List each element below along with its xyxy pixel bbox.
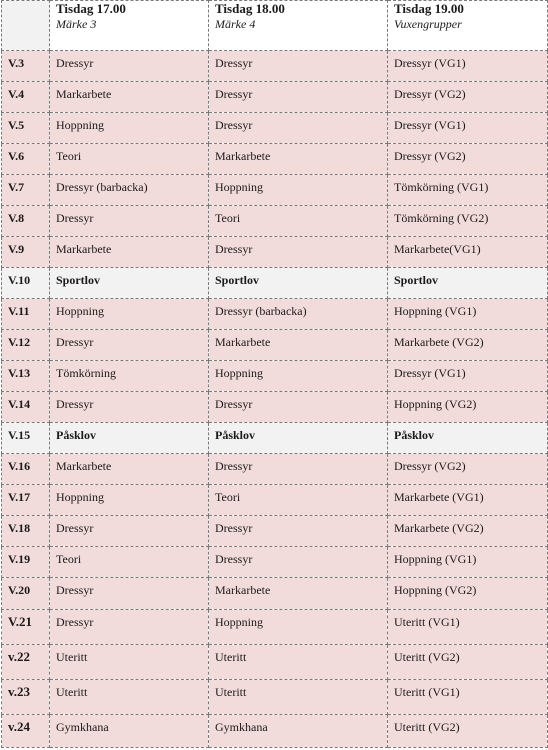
- cell-tisdag-1700: Teori: [50, 547, 209, 578]
- header-day: Tisdag 17.00: [56, 1, 126, 16]
- cell-tisdag-1700: Hoppning: [50, 299, 209, 330]
- cell-tisdag-1900: Dressyr (VG1): [388, 113, 548, 144]
- cell-tisdag-1800: Gymkhana: [209, 715, 388, 748]
- cell-tisdag-1800: Dressyr: [209, 547, 388, 578]
- cell-tisdag-1900: Uteritt (VG2): [388, 645, 548, 680]
- cell-tisdag-1700: Påsklov: [50, 423, 209, 454]
- cell-tisdag-1700: Dressyr: [50, 578, 209, 610]
- cell-tisdag-1900: Dressyr (VG2): [388, 82, 548, 113]
- cell-tisdag-1800: Dressyr: [209, 454, 388, 485]
- cell-tisdag-1700: Uteritt: [50, 680, 209, 715]
- cell-tisdag-1700: Dressyr: [50, 392, 209, 423]
- cell-tisdag-1800: Dressyr: [209, 392, 388, 423]
- week-label: V.15: [2, 423, 50, 454]
- table-row: [2, 82, 548, 113]
- week-label: V.10: [2, 268, 50, 299]
- cell-tisdag-1700: Markarbete: [50, 82, 209, 113]
- cell-tisdag-1800: Påsklov: [209, 423, 388, 454]
- header-corner-cell: [2, 1, 50, 51]
- table-row: [2, 645, 548, 680]
- week-label: V.7: [2, 175, 50, 206]
- cell-tisdag-1800: Markarbete: [209, 144, 388, 175]
- table-row: [2, 113, 548, 144]
- week-label: V.11: [2, 299, 50, 330]
- table-row: [2, 578, 548, 610]
- holiday-row: [2, 423, 548, 454]
- cell-tisdag-1700: Dressyr (barbacka): [50, 175, 209, 206]
- table-row: [2, 237, 548, 268]
- week-label: V.6: [2, 144, 50, 175]
- cell-tisdag-1800: Markarbete: [209, 330, 388, 361]
- header-day: Tisdag 19.00: [394, 1, 464, 16]
- cell-tisdag-1700: Dressyr: [50, 610, 209, 645]
- cell-tisdag-1800: Hoppning: [209, 361, 388, 392]
- cell-tisdag-1800: Dressyr: [209, 237, 388, 268]
- header-cell-3: [388, 1, 548, 51]
- week-label: V.4: [2, 82, 50, 113]
- cell-tisdag-1700: Markarbete: [50, 237, 209, 268]
- week-label: V.21: [2, 610, 50, 645]
- table-row: [2, 547, 548, 578]
- week-label: V.3: [2, 51, 50, 82]
- cell-tisdag-1900: Dressyr (VG2): [388, 144, 548, 175]
- week-label: V.12: [2, 330, 50, 361]
- week-label: V.5: [2, 113, 50, 144]
- schedule-body: [2, 51, 548, 748]
- cell-tisdag-1800: Teori: [209, 485, 388, 516]
- cell-tisdag-1900: Dressyr (VG1): [388, 361, 548, 392]
- table-row: [2, 485, 548, 516]
- cell-tisdag-1700: Tömkörning: [50, 361, 209, 392]
- cell-tisdag-1700: Dressyr: [50, 51, 209, 82]
- cell-tisdag-1700: Dressyr: [50, 516, 209, 547]
- header-row: [2, 1, 548, 51]
- cell-tisdag-1700: Dressyr: [50, 330, 209, 361]
- table-row: [2, 610, 548, 645]
- cell-tisdag-1800: Dressyr: [209, 113, 388, 144]
- cell-tisdag-1800: Teori: [209, 206, 388, 237]
- cell-tisdag-1900: Uteritt (VG2): [388, 715, 548, 748]
- cell-tisdag-1700: Dressyr: [50, 206, 209, 237]
- header-cell-2: [209, 1, 388, 51]
- cell-tisdag-1900: Hoppning (VG1): [388, 547, 548, 578]
- week-label: v.24: [2, 715, 50, 748]
- week-label: V.19: [2, 547, 50, 578]
- cell-tisdag-1900: Tömkörning (VG1): [388, 175, 548, 206]
- table-row: [2, 175, 548, 206]
- cell-tisdag-1800: Uteritt: [209, 680, 388, 715]
- cell-tisdag-1800: Hoppning: [209, 610, 388, 645]
- week-label: V.16: [2, 454, 50, 485]
- table-row: [2, 361, 548, 392]
- header-day: Tisdag 18.00: [215, 1, 285, 16]
- header-group: Märke 3: [56, 17, 97, 31]
- header-group: Märke 4: [215, 17, 256, 31]
- cell-tisdag-1800: Dressyr: [209, 51, 388, 82]
- cell-tisdag-1900: Dressyr (VG2): [388, 454, 548, 485]
- week-label: V.8: [2, 206, 50, 237]
- week-label: v.22: [2, 645, 50, 680]
- cell-tisdag-1700: Uteritt: [50, 645, 209, 680]
- cell-tisdag-1800: Hoppning: [209, 175, 388, 206]
- table-row: [2, 330, 548, 361]
- cell-tisdag-1800: Sportlov: [209, 268, 388, 299]
- week-label: V.18: [2, 516, 50, 547]
- table-row: [2, 144, 548, 175]
- cell-tisdag-1700: Markarbete: [50, 454, 209, 485]
- cell-tisdag-1900: Markarbete (VG2): [388, 330, 548, 361]
- schedule-table: [1, 0, 548, 748]
- week-label: V.17: [2, 485, 50, 516]
- table-row: [2, 51, 548, 82]
- cell-tisdag-1800: Markarbete: [209, 578, 388, 610]
- holiday-row: [2, 268, 548, 299]
- table-row: [2, 206, 548, 237]
- cell-tisdag-1900: Sportlov: [388, 268, 548, 299]
- week-label: V.13: [2, 361, 50, 392]
- cell-tisdag-1800: Dressyr: [209, 82, 388, 113]
- cell-tisdag-1800: Dressyr (barbacka): [209, 299, 388, 330]
- cell-tisdag-1900: Markarbete (VG2): [388, 516, 548, 547]
- table-row: [2, 454, 548, 485]
- cell-tisdag-1700: Hoppning: [50, 485, 209, 516]
- cell-tisdag-1900: Tömkörning (VG2): [388, 206, 548, 237]
- cell-tisdag-1900: Hoppning (VG2): [388, 578, 548, 610]
- cell-tisdag-1900: Påsklov: [388, 423, 548, 454]
- cell-tisdag-1800: Uteritt: [209, 645, 388, 680]
- table-row: [2, 299, 548, 330]
- week-label: V.9: [2, 237, 50, 268]
- cell-tisdag-1800: Dressyr: [209, 516, 388, 547]
- cell-tisdag-1900: Hoppning (VG1): [388, 299, 548, 330]
- cell-tisdag-1900: Hoppning (VG2): [388, 392, 548, 423]
- cell-tisdag-1700: Sportlov: [50, 268, 209, 299]
- cell-tisdag-1900: Uteritt (VG1): [388, 610, 548, 645]
- cell-tisdag-1700: Hoppning: [50, 113, 209, 144]
- table-row: [2, 680, 548, 715]
- table-row: [2, 516, 548, 547]
- cell-tisdag-1900: Markarbete (VG1): [388, 485, 548, 516]
- cell-tisdag-1900: Dressyr (VG1): [388, 51, 548, 82]
- table-row: [2, 715, 548, 748]
- week-label: V.20: [2, 578, 50, 610]
- week-label: v.23: [2, 680, 50, 715]
- table-row: [2, 392, 548, 423]
- cell-tisdag-1700: Teori: [50, 144, 209, 175]
- week-label: V.14: [2, 392, 50, 423]
- cell-tisdag-1700: Gymkhana: [50, 715, 209, 748]
- cell-tisdag-1900: Markarbete(VG1): [388, 237, 548, 268]
- cell-tisdag-1900: Uteritt (VG1): [388, 680, 548, 715]
- header-group: Vuxengrupper: [394, 17, 462, 31]
- header-cell-1: [50, 1, 209, 51]
